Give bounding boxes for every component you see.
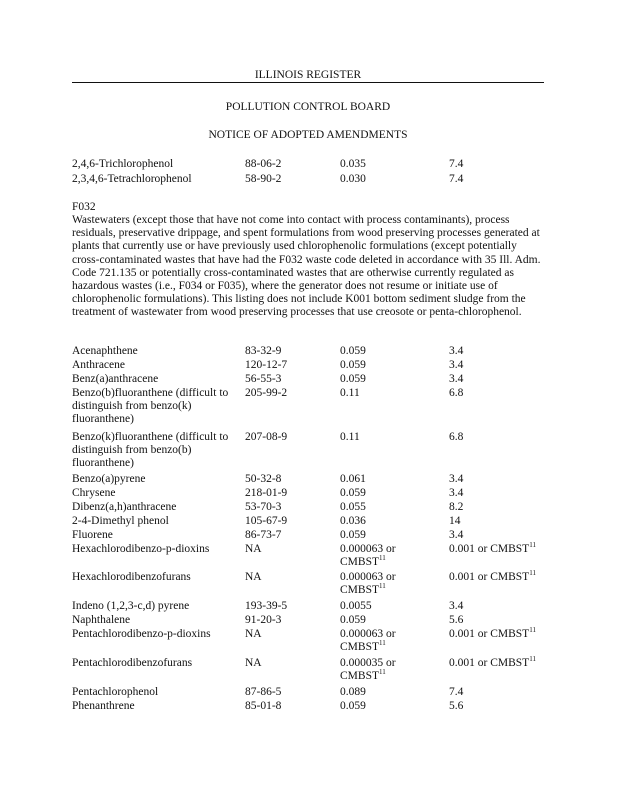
wastewater-standard: 0.059	[340, 529, 366, 541]
constituent-name: Phenanthrene	[72, 700, 135, 712]
wastewater-standard: 0.11	[340, 431, 360, 443]
table-row	[72, 529, 552, 543]
nonwastewater-standard: 5.6	[449, 614, 464, 626]
wastewater-standard: 0.059	[340, 359, 366, 371]
wastewater-standard: 0.059	[340, 487, 366, 499]
table-row	[72, 614, 552, 628]
nonwastewater-standard: 6.8	[449, 387, 464, 399]
ww-value: 0.000035 or	[340, 657, 396, 669]
nonwastewater-standard: 3.4	[449, 473, 464, 485]
cas-number: 53-70-3	[245, 501, 282, 513]
wastewater-standard: 0.059	[340, 345, 366, 357]
wastewater-standard: 0.059	[340, 700, 366, 712]
wastewater-standard: 0.030	[340, 173, 366, 185]
ww-method: CMBST	[340, 556, 379, 568]
constituent-name: 2-4-Dimethyl phenol	[72, 515, 169, 527]
nonwastewater-standard	[449, 571, 559, 584]
footnote-ref: 11	[529, 655, 536, 664]
nww-value: 0.001 or CMBST	[449, 628, 530, 640]
nww-value: 0.001 or CMBST	[449, 657, 530, 669]
constituent-name: 2,4,6-Trichlorophenol	[72, 158, 174, 170]
cas-number: 83-32-9	[245, 345, 282, 357]
waste-code: F032	[72, 201, 96, 213]
constituent-name: Chrysene	[72, 487, 116, 499]
footnote-ref: 11	[379, 639, 386, 648]
table-row	[72, 345, 552, 359]
footnote-ref: 11	[529, 569, 536, 578]
table-row	[72, 569, 552, 596]
table-row	[72, 487, 552, 501]
footnote-ref: 11	[529, 626, 536, 635]
nww-value: 0.001 or CMBST	[449, 571, 530, 583]
waste-description: Wastewaters (except those that have not come into contact with process contaminants), process residuals, preservative drippage, and spent formulations from wood preserving processes generated at plants that currently use or have previously used chlorophenolic formulations (except potentially cross-contaminated wastes that have had the F032 waste code deleted in accordance with 35 Ill. Adm. Code 721.135 or potentially cross-contaminated wastes that are otherwise currently regulated as hazardous wastes (i.e., F034 or F035), where the generator does not resume or initiate use of chlorophenolic formulations). This listing does not include K001 bottom sediment sludge from the treatment of wastewater from wood preserving processes that use creosote or penta-chlorophenol.	[72, 214, 541, 319]
table-row	[72, 541, 552, 568]
table-row	[72, 173, 552, 187]
nonwastewater-standard: 7.4	[449, 158, 464, 170]
table-row	[72, 387, 552, 425]
wastewater-standard	[340, 571, 440, 597]
wastewater-standard: 0.061	[340, 473, 366, 485]
cas-number: 193-39-5	[245, 600, 288, 612]
nonwastewater-standard: 14	[449, 515, 461, 527]
table-row	[72, 626, 552, 653]
ww-method: CMBST	[340, 641, 379, 653]
wastewater-standard: 0.059	[340, 373, 366, 385]
nonwastewater-standard: 3.4	[449, 359, 464, 371]
table-row	[72, 600, 552, 614]
cas-number: 85-01-8	[245, 700, 282, 712]
cas-number: NA	[245, 571, 262, 583]
constituent-name: Anthracene	[72, 359, 125, 371]
ww-method: CMBST	[340, 670, 379, 682]
cas-number: 207-08-9	[245, 431, 288, 443]
board-title: POLLUTION CONTROL BOARD	[225, 101, 391, 113]
constituent-name: Indeno (1,2,3-c,d) pyrene	[72, 600, 190, 612]
wastewater-standard: 0.036	[340, 515, 366, 527]
nonwastewater-standard: 3.4	[449, 373, 464, 385]
constituent-name: Fluorene	[72, 529, 113, 541]
constituent-name: Benzo(a)pyrene	[72, 473, 146, 485]
constituent-name: Pentachlorodibenzo-p-dioxins	[72, 628, 211, 640]
cas-number: 91-20-3	[245, 614, 282, 626]
wastewater-standard: 0.089	[340, 686, 366, 698]
constituent-name: Naphthalene	[72, 614, 131, 626]
cas-number: 120-12-7	[245, 359, 288, 371]
table-row	[72, 686, 552, 700]
nonwastewater-standard	[449, 657, 559, 670]
table-row	[72, 373, 552, 387]
ww-value: 0.000063 or	[340, 628, 396, 640]
nonwastewater-standard: 7.4	[449, 686, 464, 698]
nonwastewater-standard: 7.4	[449, 173, 464, 185]
nonwastewater-standard: 8.2	[449, 501, 464, 513]
ww-method: CMBST	[340, 584, 379, 596]
register-header: ILLINOIS REGISTER	[72, 69, 544, 83]
footnote-ref: 11	[379, 582, 386, 591]
cas-number: 87-86-5	[245, 686, 282, 698]
constituent-name: Dibenz(a,h)anthracene	[72, 501, 177, 513]
wastewater-standard: 0.11	[340, 387, 360, 399]
constituent-name: Benz(a)anthracene	[72, 373, 159, 385]
nonwastewater-standard: 6.8	[449, 431, 464, 443]
footnote-ref: 11	[379, 668, 386, 677]
cas-number: 50-32-8	[245, 473, 282, 485]
table-row	[72, 700, 552, 714]
nonwastewater-standard: 3.4	[449, 529, 464, 541]
wastewater-standard	[340, 628, 440, 654]
table-row	[72, 158, 552, 172]
nww-value: 0.001 or CMBST	[449, 543, 530, 555]
constituent-name: Benzo(b)fluoranthene (difficult to distinguish from benzo(k) fluoranthene)	[72, 387, 229, 425]
cas-number: 58-90-2	[245, 173, 282, 185]
constituent-name: Pentachlorophenol	[72, 686, 159, 698]
ww-value: 0.000063 or	[340, 543, 396, 555]
nonwastewater-standard: 3.4	[449, 600, 464, 612]
cas-number: NA	[245, 628, 262, 640]
wastewater-standard	[340, 657, 440, 683]
cas-number: 88-06-2	[245, 158, 282, 170]
wastewater-standard: 0.0055	[340, 600, 372, 612]
constituent-name: Hexachlorodibenzo-p-dioxins	[72, 543, 210, 555]
nonwastewater-standard: 3.4	[449, 487, 464, 499]
nonwastewater-standard	[449, 628, 559, 641]
table-row	[72, 501, 552, 515]
constituent-name: Pentachlorodibenzofurans	[72, 657, 193, 669]
cas-number: 56-55-3	[245, 373, 282, 385]
constituent-name: Benzo(k)fluoranthene (difficult to distinguish from benzo(b) fluoranthene)	[72, 431, 229, 469]
cas-number: 105-67-9	[245, 515, 288, 527]
footnote-ref: 11	[379, 554, 386, 563]
wastewater-standard: 0.035	[340, 158, 366, 170]
cas-number: 205-99-2	[245, 387, 288, 399]
table-row	[72, 431, 552, 469]
wastewater-standard: 0.059	[340, 614, 366, 626]
constituent-name: Hexachlorodibenzofurans	[72, 571, 191, 583]
footnote-ref: 11	[529, 541, 536, 550]
cas-number: 218-01-9	[245, 487, 288, 499]
nonwastewater-standard	[449, 543, 559, 556]
table-row	[72, 515, 552, 529]
nonwastewater-standard: 3.4	[449, 345, 464, 357]
table-row	[72, 359, 552, 373]
notice-title: NOTICE OF ADOPTED AMENDMENTS	[208, 129, 408, 141]
table-row	[72, 473, 552, 487]
table-row	[72, 655, 552, 682]
constituent-name: Acenaphthene	[72, 345, 138, 357]
constituent-name: 2,3,4,6-Tetrachlorophenol	[72, 173, 192, 185]
cas-number: NA	[245, 543, 262, 555]
wastewater-standard	[340, 543, 440, 569]
cas-number: 86-73-7	[245, 529, 282, 541]
wastewater-standard: 0.055	[340, 501, 366, 513]
ww-value: 0.000063 or	[340, 571, 396, 583]
nonwastewater-standard: 5.6	[449, 700, 464, 712]
cas-number: NA	[245, 657, 262, 669]
